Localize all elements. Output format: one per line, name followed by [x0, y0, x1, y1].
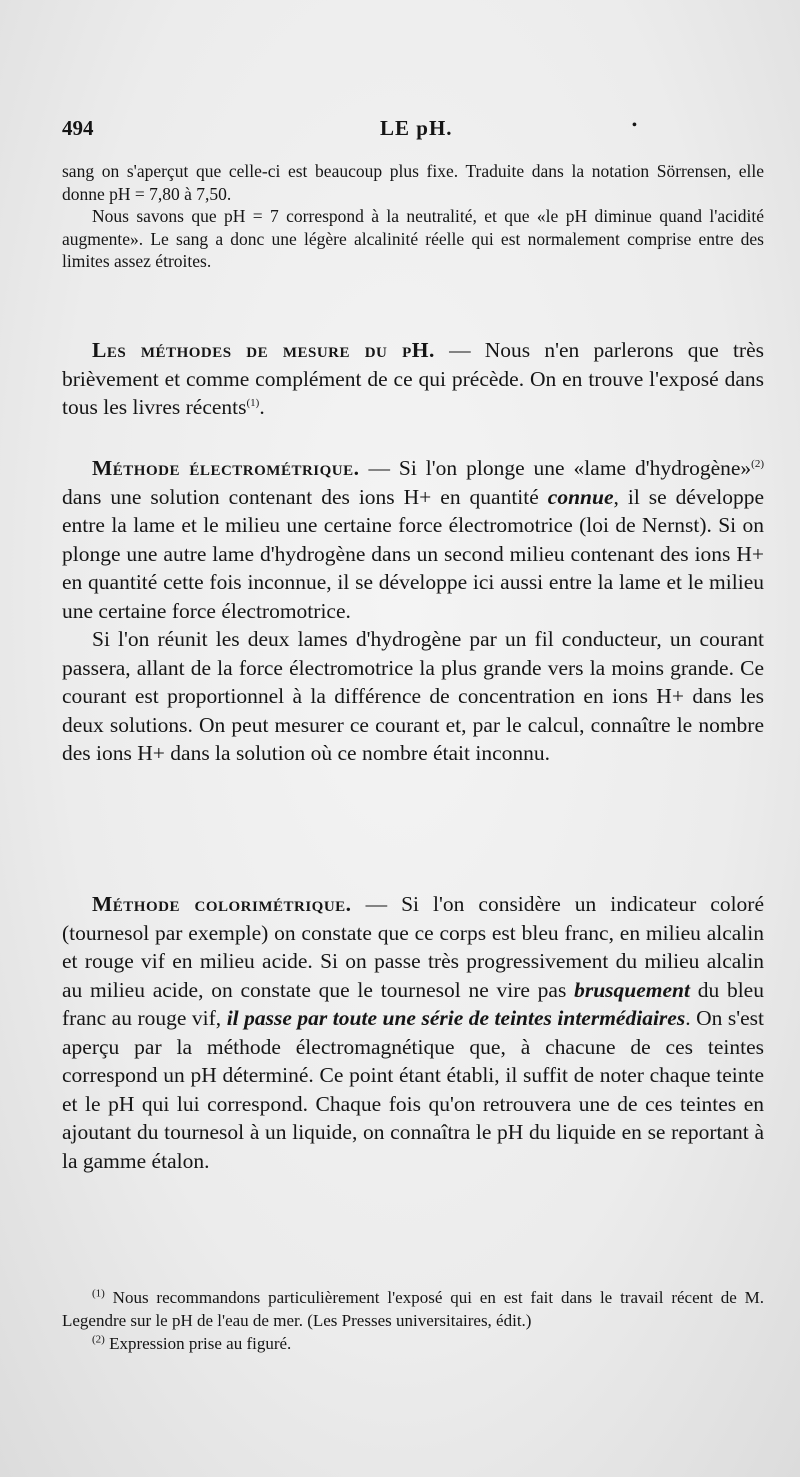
footnotes-section [62, 1286, 764, 1355]
electro-p1-emphasis: connue [547, 484, 614, 509]
footnote-1 [62, 1286, 764, 1332]
ink-dot-mark: • [632, 118, 637, 133]
footnote-2-mark: (2) [92, 1333, 105, 1346]
colorimetrique-section [62, 890, 764, 1175]
colori-emphasis-2: il passe par toute une série de teintes intermédiaires [226, 1006, 686, 1030]
intro-section [62, 160, 764, 273]
methodes-text: — Nous n'en parlerons que très brièvement et comme complément de ce qui précède. On en trouve l'exposé dans tous les livres récents [62, 338, 765, 419]
electro-heading: Méthode électrométrique. [92, 456, 360, 480]
colori-p1-c: . On s'est aperçu par la méthode électromagnétique que, à chacune de ces teintes correspond un pH déterminé. Ce point étant établi, il suffit de noter chaque teinte et le pH qui lui correspond. Chaque fois qu'on retrouvera une de ces teintes en ajoutant du tournesol à un liquide, on connaîtra le pH du liquide en se reportant à la gamme étalon. [62, 1006, 764, 1173]
page-number: 494 [62, 116, 94, 140]
colori-heading: Méthode colorimétrique. [92, 892, 352, 916]
footnote-2-text: Expression prise au figuré. [104, 1334, 292, 1353]
methodes-section [62, 336, 764, 422]
methodes-heading: Les méthodes de mesure du pH. [92, 338, 435, 362]
electrometrique-section [62, 454, 764, 768]
electro-paragraph-2: Si l'on réunit les deux lames d'hydrogène par un fil conducteur, un courant passera, allant de la force électromotrice la plus grande vers la moins grande. Ce courant est proportionnel à la différence de concentration en ions H+ dans les deux solutions. On peut mesurer ce courant et, par le calcul, connaître le nombre des ions H+ dans la solution où ce nombre était inconnu. [62, 627, 764, 765]
electro-p1-c: , il se développe entre la lame et le milieu une certaine force électromotrice (loi de Nernst). Si on plonge une autre lame d'hydrogène dans un second milieu contenant des ions H+ en quantité cette fois inconnue, il se développe ici aussi entre la lame et le milieu une certaine force électromotrice. [62, 484, 765, 623]
intro-paragraph-2: Nous savons que pH = 7 correspond à la neutralité, et que «le pH diminue quand l'acidité augmente». Le sang a donc une légère alcalinité réelle qui est normalement comprise entre des limites assez étroites. [62, 206, 764, 271]
colori-p1-b: du bleu franc au rouge vif, [62, 977, 764, 1030]
methodes-end: . [259, 395, 265, 419]
colori-p1-a: — Si l'on considère un indicateur coloré (tournesol par exemple) on constate que ce corps est bleu franc, en milieu alcalin et rouge vif en milieu acide. Si on passe très progressivement du milieu alcalin au milieu acide, on constate que le tournesol ne vire pas [62, 892, 764, 1002]
footnote-2 [62, 1332, 764, 1355]
footnote-1-mark: (1) [92, 1287, 105, 1300]
footnote-ref-2: (2) [751, 457, 764, 470]
electro-p1-b: dans une solution contenant des ions H+ en quantité [62, 484, 548, 509]
intro-paragraph-1: sang on s'aperçut que celle-ci est beaucoup plus fixe. Traduite dans la notation Sörrensen, elle donne pH = 7,80 à 7,50. [62, 161, 764, 204]
footnote-ref-1: (1) [246, 396, 260, 409]
electro-p1-a: — Si l'on plonge une «lame d'hydrogène» [359, 456, 752, 480]
page-header [62, 116, 762, 146]
running-title: LE pH. [380, 116, 453, 140]
colori-emphasis-1: brusquement [574, 977, 690, 1002]
footnote-1-text: Nous recommandons particulièrement l'exposé qui en est fait dans le travail récent de M. Legendre sur le pH de l'eau de mer. (Les Presses universitaires, édit.) [62, 1288, 764, 1330]
